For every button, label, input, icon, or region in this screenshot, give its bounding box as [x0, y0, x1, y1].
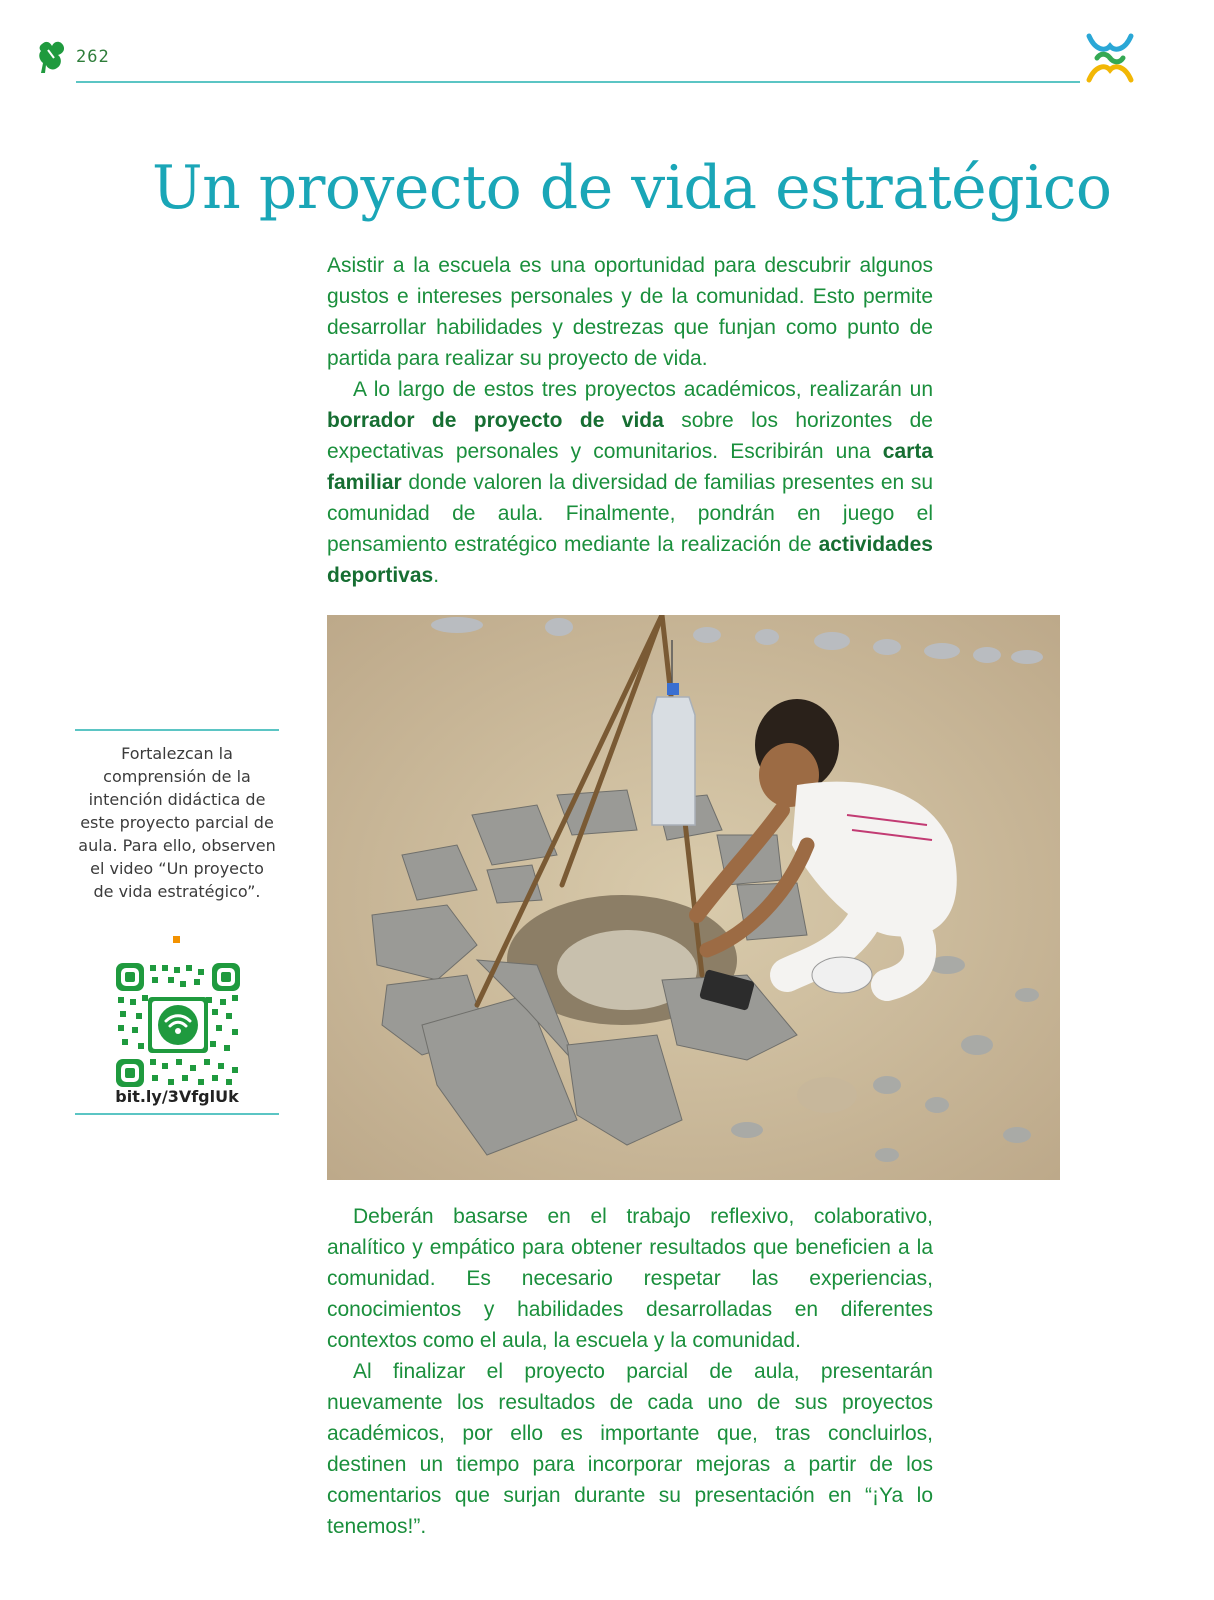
intro-text-segment: A lo largo de estos tres proyectos académicos, realizarán un	[353, 378, 933, 401]
boy-building-stone-circle-photo	[327, 615, 1060, 1180]
closing-text	[327, 1201, 933, 1542]
video-short-link[interactable]: bit.ly/3VfglUk	[115, 1087, 239, 1106]
sidebar-top-divider	[75, 729, 279, 731]
intro-text-segment: .	[433, 564, 440, 587]
sidebar-bottom-divider	[75, 1113, 279, 1115]
intro-text-segment: donde valoren la diversidad de familias presentes en su comunidad de aula. Finalmente, pondrán en juego el pensamiento estratégico mediante la realización de	[327, 471, 933, 556]
page-title: Un proyecto de vida estratégico	[152, 153, 1112, 223]
header-divider	[76, 81, 1080, 83]
intro-text-segment: sobre los horizontes de expectativas personales y comunitarios. Escribirán una	[327, 409, 933, 463]
section-emblem-icon	[1083, 32, 1137, 84]
closing-paragraph-1: Deberán basarse en el trabajo reflexivo, colaborativo, analítico y empático para obtener resultados que beneficien a la comunidad. Es necesario respetar las experiencias, conocimientos y habilidades desarrolladas en diferentes contextos como el aula, la escuela y la comunidad.	[327, 1205, 933, 1352]
closing-paragraph-2: Al finalizar el proyecto parcial de aula, presentarán nuevamente los resultados de cada uno de sus proyectos académicos, por ello es importante que, tras concluirlos, destinen un tiempo para incorporar mejoras a partir de los comentarios que surjan durante su presentación en “¡Ya lo tenemos!”.	[327, 1360, 933, 1538]
qr-code-icon[interactable]	[116, 963, 240, 1087]
keyword-actividades-deportivas: actividades deportivas	[327, 533, 933, 587]
keyword-borrador: borrador de proyecto de vida	[327, 409, 664, 432]
page-number: 262	[76, 47, 110, 67]
intro-paragraph-2	[327, 374, 933, 591]
intro-paragraph-1: Asistir a la escuela es una oportunidad para descubrir algunos gustos e intereses personales y de la comunidad. Esto permite desarrollar habilidades y destrezas que funjan como punto de partida para realizar su proyecto de vida.	[327, 254, 933, 370]
orange-bullet-icon	[173, 936, 180, 943]
sidebar-note: Fortalezcan la comprensión de la intención didáctica de este proyecto parcial de aula. Para ello, observen el video “Un proyecto de vida estratégico”.	[78, 744, 276, 901]
leaf-logo-icon	[36, 38, 68, 76]
intro-text	[327, 250, 933, 591]
keyword-carta-familiar: carta familiar	[327, 440, 933, 494]
